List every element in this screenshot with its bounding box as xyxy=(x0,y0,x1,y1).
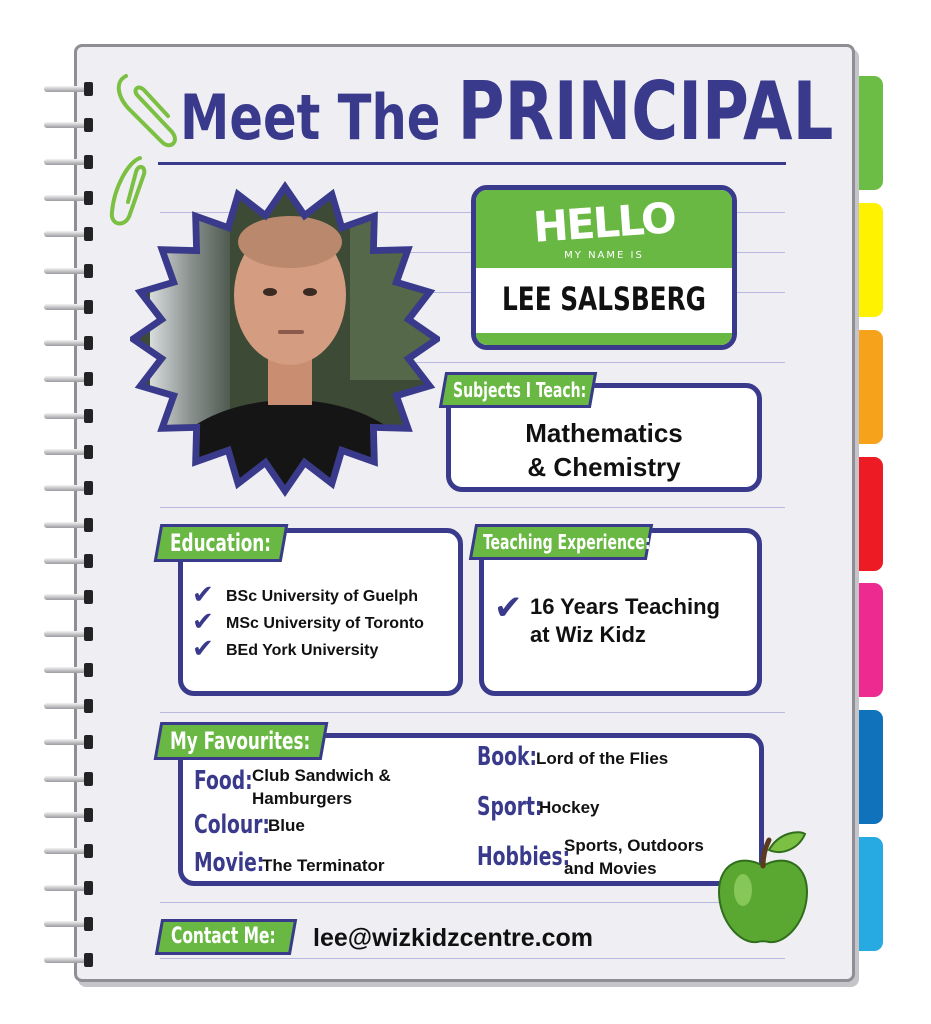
experience-line-2: at Wiz Kidz xyxy=(530,622,646,647)
ring-wire xyxy=(44,413,86,419)
tab-orange[interactable] xyxy=(851,330,883,444)
ring-hole xyxy=(84,409,93,423)
experience-line-1: 16 Years Teaching xyxy=(530,594,720,619)
contact-email[interactable]: lee@wizkidzcentre.com xyxy=(313,924,594,952)
ring-wire xyxy=(44,921,86,927)
ring-wire xyxy=(44,739,86,745)
subjects-line-1: Mathematics xyxy=(525,418,683,448)
colour-value: Blue xyxy=(268,816,305,835)
spiral-ring xyxy=(44,953,96,967)
book-key: Book: xyxy=(477,742,537,772)
education-item: MSc University of Toronto xyxy=(226,615,424,632)
ring-hole xyxy=(84,264,93,278)
ring-hole xyxy=(84,844,93,858)
hobbies-key: Hobbies: xyxy=(477,842,571,872)
ring-hole xyxy=(84,881,93,895)
spiral-ring xyxy=(44,481,96,495)
name-tag-footer xyxy=(476,333,732,345)
ring-hole xyxy=(84,300,93,314)
ring-hole xyxy=(84,336,93,350)
food-value-line-1: Club Sandwich & xyxy=(252,766,391,785)
ring-hole xyxy=(84,481,93,495)
ring-wire xyxy=(44,703,86,709)
spiral-ring xyxy=(44,118,96,132)
spiral-ring xyxy=(44,808,96,822)
check-icon: ✔ xyxy=(192,634,214,664)
check-icon: ✔ xyxy=(192,607,214,637)
spiral-ring xyxy=(44,227,96,241)
tab-yellow[interactable] xyxy=(851,203,883,317)
ring-hole xyxy=(84,953,93,967)
ring-wire xyxy=(44,159,86,165)
spiral-ring xyxy=(44,372,96,386)
ring-hole xyxy=(84,155,93,169)
ring-hole xyxy=(84,554,93,568)
ring-hole xyxy=(84,118,93,132)
movie-value: The Terminator xyxy=(262,856,385,875)
ring-hole xyxy=(84,663,93,677)
spiral-ring xyxy=(44,772,96,786)
sport-key: Sport: xyxy=(477,792,543,822)
ring-hole xyxy=(84,590,93,604)
subjects-label: Subjects I Teach: xyxy=(439,372,597,408)
education-label: Education: xyxy=(154,524,289,562)
ring-hole xyxy=(84,699,93,713)
ruled-line xyxy=(160,712,785,713)
ring-hole xyxy=(84,518,93,532)
ring-wire xyxy=(44,848,86,854)
spiral-ring xyxy=(44,409,96,423)
tab-red[interactable] xyxy=(851,457,883,571)
ring-wire xyxy=(44,667,86,673)
spiral-ring xyxy=(44,445,96,459)
name-tag xyxy=(471,185,737,350)
food-value-line-2: Hamburgers xyxy=(252,789,353,808)
ring-hole xyxy=(84,772,93,786)
contact-label: Contact Me: xyxy=(155,919,297,955)
spiral-ring xyxy=(44,844,96,858)
tab-green[interactable] xyxy=(851,76,883,190)
ring-wire xyxy=(44,776,86,782)
ruled-line xyxy=(160,902,785,903)
check-icon: ✔ xyxy=(494,588,523,628)
tab-light-blue[interactable] xyxy=(851,837,883,951)
ring-wire xyxy=(44,812,86,818)
my-name-is-text: MY NAME IS xyxy=(564,250,644,261)
favourites-label: My Favourites: xyxy=(154,722,329,760)
spiral-ring xyxy=(44,155,96,169)
apple-icon xyxy=(713,828,813,948)
spiral-ring xyxy=(44,264,96,278)
spiral-ring xyxy=(44,735,96,749)
ring-hole xyxy=(84,917,93,931)
tab-blue[interactable] xyxy=(851,710,883,824)
ring-wire xyxy=(44,449,86,455)
ring-wire xyxy=(44,631,86,637)
book-value: Lord of the Flies xyxy=(536,749,669,768)
ring-wire xyxy=(44,885,86,891)
education-item: BEd York University xyxy=(226,642,379,659)
ring-wire xyxy=(44,558,86,564)
spiral-ring xyxy=(44,518,96,532)
ring-wire xyxy=(44,195,86,201)
ring-hole xyxy=(84,445,93,459)
spiral-ring xyxy=(44,699,96,713)
colour-key: Colour: xyxy=(194,810,270,840)
ring-hole xyxy=(84,82,93,96)
principal-name: LEE SALSBERG xyxy=(501,280,706,318)
ring-hole xyxy=(84,627,93,641)
ring-wire xyxy=(44,122,86,128)
ring-hole xyxy=(84,227,93,241)
spiral-ring xyxy=(44,663,96,677)
food-key: Food: xyxy=(194,766,253,796)
ring-wire xyxy=(44,86,86,92)
spiral-ring xyxy=(44,590,96,604)
ring-wire xyxy=(44,485,86,491)
ring-wire xyxy=(44,376,86,382)
hobbies-value-line-2: and Movies xyxy=(564,859,657,878)
ring-wire xyxy=(44,231,86,237)
ring-wire xyxy=(44,594,86,600)
experience-label: Teaching Experience: xyxy=(469,524,653,560)
spiral-ring xyxy=(44,300,96,314)
hello-text: HELLO xyxy=(531,193,677,252)
principal-photo xyxy=(130,180,440,498)
ring-hole xyxy=(84,372,93,386)
subjects-line-2: & Chemistry xyxy=(527,452,681,482)
ring-wire xyxy=(44,268,86,274)
check-icon: ✔ xyxy=(192,580,214,610)
sport-value: Hockey xyxy=(539,798,600,817)
spiral-ring xyxy=(44,336,96,350)
title-meet-the: Meet The xyxy=(180,81,441,154)
ring-wire xyxy=(44,340,86,346)
tab-pink[interactable] xyxy=(851,583,883,697)
education-item: BSc University of Guelph xyxy=(226,588,419,605)
spiral-ring xyxy=(44,191,96,205)
spiral-ring xyxy=(44,917,96,931)
ring-wire xyxy=(44,304,86,310)
ring-wire xyxy=(44,957,86,963)
ring-hole xyxy=(84,191,93,205)
ruled-line xyxy=(160,958,785,959)
ring-hole xyxy=(84,808,93,822)
spiral-ring xyxy=(44,881,96,895)
title-principal: PRINCIPAL xyxy=(457,65,834,158)
spiral-ring xyxy=(44,82,96,96)
ring-wire xyxy=(44,522,86,528)
spiral-ring xyxy=(44,627,96,641)
ruled-line xyxy=(160,507,785,508)
ring-hole xyxy=(84,735,93,749)
page-title xyxy=(180,65,834,158)
movie-key: Movie: xyxy=(194,848,265,878)
hobbies-value-line-1: Sports, Outdoors xyxy=(564,836,704,855)
title-underline xyxy=(158,162,786,165)
spiral-ring xyxy=(44,554,96,568)
